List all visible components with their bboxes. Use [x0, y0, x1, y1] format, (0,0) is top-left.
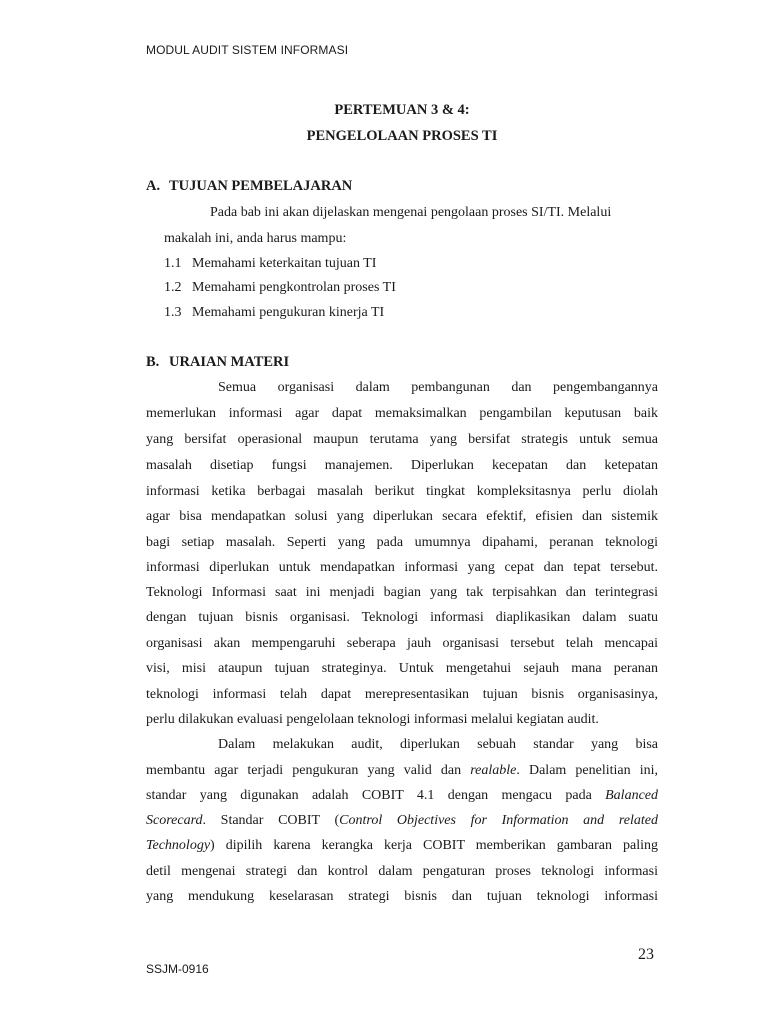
body-line — [146, 813, 658, 829]
objective-number: 1.3 — [164, 305, 182, 320]
section-b-title: URAIAN MATERI — [169, 354, 290, 370]
body-line: organisasi akan mempengaruhi seberapa jauh organisasi tersebut telah mencapai — [146, 636, 658, 651]
body-line — [146, 788, 658, 804]
objective-number: 1.2 — [164, 280, 182, 295]
objective-list-item — [164, 280, 396, 296]
body-line: Semua organisasi dalam pembangunan dan pengembangannya — [218, 380, 658, 395]
body-line — [146, 838, 658, 854]
body-line: perlu dilakukan evaluasi pengelolaan teknologi informasi melalui kegiatan audit. — [146, 712, 599, 727]
text-run: membantu agar terjadi pengukuran yang valid dan — [146, 763, 471, 778]
body-line: bagi setiap masalah. Seperti yang pada umumnya dipahami, peranan teknologi — [146, 535, 658, 550]
section-a-intro-line-1: Pada bab ini akan dijelaskan mengenai pengolaan proses SI/TI. Melalui — [210, 205, 612, 220]
page-title-line-1: PERTEMUAN 3 & 4: — [334, 102, 470, 118]
objective-list-item — [164, 305, 384, 321]
body-line: agar bisa mendapatkan solusi yang diperlukan secara efektif, efisien dan sistemik — [146, 509, 658, 524]
body-line: informasi ketika berbagai masalah berikut tingkat kompleksitasnya perlu diolah — [146, 484, 658, 499]
body-line: informasi diperlukan untuk mendapatkan informasi yang cepat dan tepat tersebut. — [146, 560, 658, 575]
objective-number: 1.1 — [164, 256, 182, 271]
body-line: dengan tujuan bisnis organisasi. Teknologi informasi diaplikasikan dalam suatu — [146, 610, 658, 625]
italic-term: Balanced — [605, 788, 658, 803]
objective-text: Memahami pengkontrolan proses TI — [192, 280, 396, 295]
italic-term: Scorecard — [146, 813, 203, 828]
section-b-letter: B. — [146, 354, 160, 370]
body-line: yang bersifat operasional maupun terutama yang bersifat strategis untuk semua — [146, 432, 658, 447]
body-line: memerlukan informasi agar dapat memaksimalkan pengambilan keputusan baik — [146, 406, 658, 421]
objective-text: Memahami keterkaitan tujuan TI — [192, 256, 377, 271]
body-line: masalah disetiap fungsi manajemen. Diperlukan kecepatan dan ketepatan — [146, 458, 658, 473]
body-line: detil mengenai strategi dan kontrol dalam pengaturan proses teknologi informasi — [146, 864, 658, 879]
text-run: . Standar COBIT ( — [202, 813, 340, 828]
section-a-intro-line-2: makalah ini, anda harus mampu: — [164, 231, 347, 246]
italic-term: Technology — [146, 838, 211, 853]
section-a-title: TUJUAN PEMBELAJARAN — [169, 178, 353, 194]
running-header: MODUL AUDIT SISTEM INFORMASI — [146, 43, 349, 57]
body-line: Dalam melakukan audit, diperlukan sebuah standar yang bisa — [218, 737, 658, 752]
section-b-heading — [146, 354, 289, 371]
objective-list-item — [164, 256, 376, 272]
text-run: ) dipilih karena kerangka kerja COBIT memberikan gambaran paling — [210, 838, 658, 853]
italic-term: realable — [470, 763, 517, 778]
body-line: Teknologi Informasi saat ini menjadi bagian yang tak terpisahkan dan terintegrasi — [146, 585, 658, 600]
body-line: visi, misi ataupun tujuan strateginya. Untuk mengetahui sejauh mana peranan — [146, 661, 658, 676]
page-number: 23 — [638, 946, 654, 963]
body-line: teknologi informasi telah dapat merepresentasikan tujuan bisnis organisasinya, — [146, 687, 658, 702]
body-line: yang mendukung keselarasan strategi bisnis dan tujuan teknologi informasi — [146, 889, 658, 904]
page-title-line-2: PENGELOLAAN PROSES TI — [306, 128, 498, 144]
section-a-letter: A. — [146, 178, 161, 194]
body-line — [146, 763, 658, 779]
running-footer: SSJM-0916 — [146, 962, 209, 976]
text-run: standar yang digunakan adalah COBIT 4.1 dengan mengacu pada — [146, 788, 606, 803]
text-run: . Dalam penelitian ini, — [516, 763, 658, 778]
objective-text: Memahami pengukuran kinerja TI — [192, 305, 385, 320]
italic-term: Control Objectives for Information and related — [339, 813, 658, 828]
section-a-heading — [146, 178, 352, 195]
